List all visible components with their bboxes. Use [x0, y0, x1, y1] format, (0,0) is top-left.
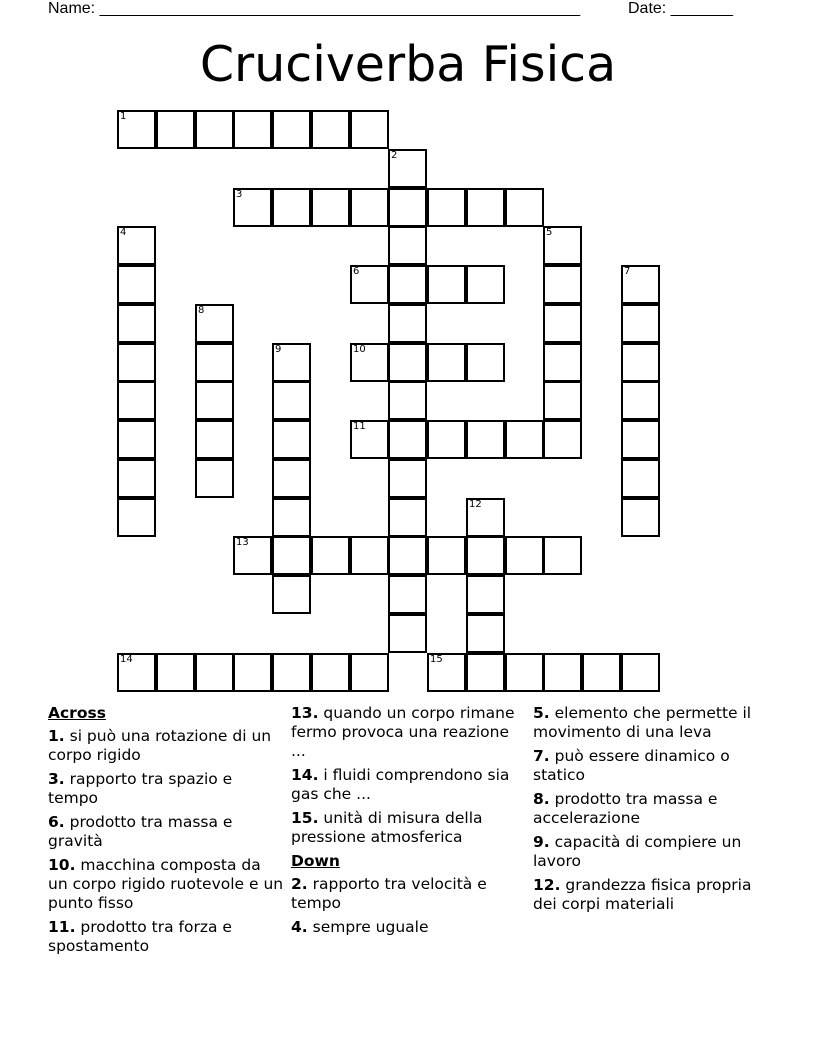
crossword-cell[interactable] — [466, 614, 505, 653]
crossword-cell[interactable] — [621, 498, 660, 537]
crossword-cell[interactable] — [543, 226, 582, 265]
crossword-cell[interactable] — [350, 343, 389, 382]
crossword-cell[interactable] — [195, 653, 234, 692]
crossword-cell[interactable] — [195, 381, 234, 420]
crossword-cell[interactable] — [117, 343, 156, 382]
crossword-cell[interactable] — [427, 265, 466, 304]
crossword-cell[interactable] — [350, 653, 389, 692]
crossword-cell[interactable] — [427, 343, 466, 382]
crossword-cell[interactable] — [156, 110, 195, 149]
crossword-cell[interactable] — [388, 420, 427, 459]
crossword-cell[interactable] — [543, 381, 582, 420]
crossword-cell[interactable] — [388, 575, 427, 614]
clue-number: 10 — [353, 344, 366, 355]
crossword-cell[interactable] — [311, 110, 350, 149]
clue-down-8: 8. prodotto tra massa e accelerazione — [533, 790, 718, 827]
crossword-cell[interactable] — [621, 420, 660, 459]
crossword-cell[interactable] — [543, 536, 582, 575]
crossword-cell[interactable] — [388, 265, 427, 304]
crossword-cell[interactable] — [272, 498, 311, 537]
down-heading: Down — [291, 852, 340, 870]
clue-number: 7 — [624, 266, 631, 277]
crossword-cell[interactable] — [272, 459, 311, 498]
crossword-cell[interactable] — [621, 265, 660, 304]
crossword-cell[interactable] — [272, 343, 311, 382]
clue-across-13: 13. quando un corpo rimane fermo provoca una reazione ... — [291, 704, 515, 760]
crossword-cell[interactable] — [505, 536, 544, 575]
crossword-cell[interactable] — [311, 188, 350, 227]
clue-number: 1 — [120, 111, 127, 122]
clues-column-1 — [48, 704, 284, 961]
crossword-cell[interactable] — [388, 188, 427, 227]
clue-number: 11 — [353, 421, 366, 432]
crossword-cell[interactable] — [195, 110, 234, 149]
crossword-cell[interactable] — [505, 653, 544, 692]
crossword-cell[interactable] — [350, 188, 389, 227]
clue-number: 9 — [275, 344, 282, 355]
crossword-cell[interactable] — [311, 536, 350, 575]
crossword-cell[interactable] — [117, 110, 156, 149]
crossword-cell[interactable] — [388, 536, 427, 575]
crossword-cell[interactable] — [466, 575, 505, 614]
crossword-cell[interactable] — [427, 536, 466, 575]
crossword-cell[interactable] — [272, 381, 311, 420]
crossword-cell[interactable] — [388, 226, 427, 265]
clue-across-10: 10. macchina composta da un corpo rigido ruotevole e un punto fisso — [48, 856, 284, 912]
crossword-cell[interactable] — [621, 653, 660, 692]
clue-number: 13 — [236, 537, 249, 548]
name-field: Name: ______________________________________________________ — [48, 0, 581, 17]
crossword-cell[interactable] — [621, 381, 660, 420]
crossword-cell[interactable] — [311, 653, 350, 692]
clue-down-9: 9. capacità di compiere un lavoro — [533, 833, 742, 870]
clue-across-14: 14. i fluidi comprendono sia gas che ... — [291, 766, 510, 803]
crossword-cell[interactable] — [350, 420, 389, 459]
clue-number: 5 — [546, 227, 553, 238]
crossword-cell[interactable] — [543, 653, 582, 692]
clue-down-12: 12. grandezza fisica propria dei corpi materiali — [533, 876, 752, 913]
crossword-cell[interactable] — [156, 653, 195, 692]
clue-down-2: 2. rapporto tra velocità e tempo — [291, 875, 487, 912]
clue-across-6: 6. prodotto tra massa e gravità — [48, 813, 233, 850]
crossword-cell[interactable] — [543, 265, 582, 304]
clue-number: 15 — [430, 654, 443, 665]
clue-across-11: 11. prodotto tra forza e spostamento — [48, 918, 232, 955]
crossword-cell[interactable] — [505, 420, 544, 459]
across-heading: Across — [48, 704, 106, 722]
crossword-cell[interactable] — [117, 653, 156, 692]
crossword-cell[interactable] — [466, 536, 505, 575]
crossword-cell[interactable] — [117, 304, 156, 343]
crossword-cell[interactable] — [350, 110, 389, 149]
crossword-cell[interactable] — [621, 459, 660, 498]
crossword-cell[interactable] — [233, 536, 272, 575]
crossword-cell[interactable] — [388, 304, 427, 343]
clue-number: 2 — [391, 150, 398, 161]
crossword-cell[interactable] — [117, 498, 156, 537]
crossword-cell[interactable] — [543, 420, 582, 459]
clue-number: 14 — [120, 654, 133, 665]
crossword-cell[interactable] — [505, 188, 544, 227]
crossword-cell[interactable] — [233, 110, 272, 149]
crossword-cell[interactable] — [582, 653, 621, 692]
crossword-cell[interactable] — [388, 381, 427, 420]
crossword-cell[interactable] — [272, 188, 311, 227]
crossword-cell[interactable] — [350, 536, 389, 575]
clues-column-3 — [533, 704, 769, 919]
crossword-cell[interactable] — [117, 459, 156, 498]
date-field: Date: _______ — [628, 0, 733, 17]
crossword-cell[interactable] — [272, 653, 311, 692]
clue-number: 12 — [469, 499, 482, 510]
clue-down-7: 7. può essere dinamico o statico — [533, 747, 730, 784]
clues-column-2 — [291, 704, 527, 942]
crossword-cell[interactable] — [427, 653, 466, 692]
crossword-cell[interactable] — [195, 304, 234, 343]
crossword-cell[interactable] — [427, 420, 466, 459]
crossword-cell[interactable] — [195, 459, 234, 498]
crossword-cell[interactable] — [195, 343, 234, 382]
crossword-cell[interactable] — [117, 381, 156, 420]
crossword-cell[interactable] — [233, 653, 272, 692]
crossword-cell[interactable] — [466, 343, 505, 382]
crossword-cell[interactable] — [195, 420, 234, 459]
crossword-cell[interactable] — [117, 265, 156, 304]
crossword-cell[interactable] — [388, 459, 427, 498]
crossword-cell[interactable] — [388, 343, 427, 382]
clue-across-1: 1. si può una rotazione di un corpo rigido — [48, 727, 272, 764]
crossword-cell[interactable] — [466, 653, 505, 692]
crossword-cell[interactable] — [621, 304, 660, 343]
crossword-cell[interactable] — [117, 420, 156, 459]
crossword-cell[interactable] — [272, 575, 311, 614]
crossword-cell[interactable] — [466, 420, 505, 459]
crossword-cell[interactable] — [272, 110, 311, 149]
crossword-cell[interactable] — [466, 498, 505, 537]
crossword-cell[interactable] — [388, 149, 427, 188]
crossword-cell[interactable] — [388, 498, 427, 537]
crossword-cell[interactable] — [233, 188, 272, 227]
crossword-cell[interactable] — [621, 343, 660, 382]
crossword-cell[interactable] — [543, 304, 582, 343]
clue-across-3: 3. rapporto tra spazio e tempo — [48, 770, 233, 807]
crossword-cell[interactable] — [350, 265, 389, 304]
clue-across-15: 15. unità di misura della pressione atmosferica — [291, 809, 483, 846]
page-title: Cruciverba Fisica — [199, 36, 617, 93]
crossword-cell[interactable] — [427, 188, 466, 227]
clue-down-5: 5. elemento che permette il movimento di una leva — [533, 704, 752, 741]
clue-down-4: 4. sempre uguale — [291, 918, 429, 936]
crossword-cell[interactable] — [466, 265, 505, 304]
clue-number: 4 — [120, 227, 127, 238]
crossword-cell[interactable] — [388, 614, 427, 653]
crossword-cell[interactable] — [117, 226, 156, 265]
clue-number: 8 — [198, 305, 205, 316]
crossword-cell[interactable] — [272, 536, 311, 575]
crossword-cell[interactable] — [272, 420, 311, 459]
clue-number: 6 — [353, 266, 360, 277]
crossword-cell[interactable] — [466, 188, 505, 227]
clue-number: 3 — [236, 189, 243, 200]
crossword-cell[interactable] — [543, 343, 582, 382]
